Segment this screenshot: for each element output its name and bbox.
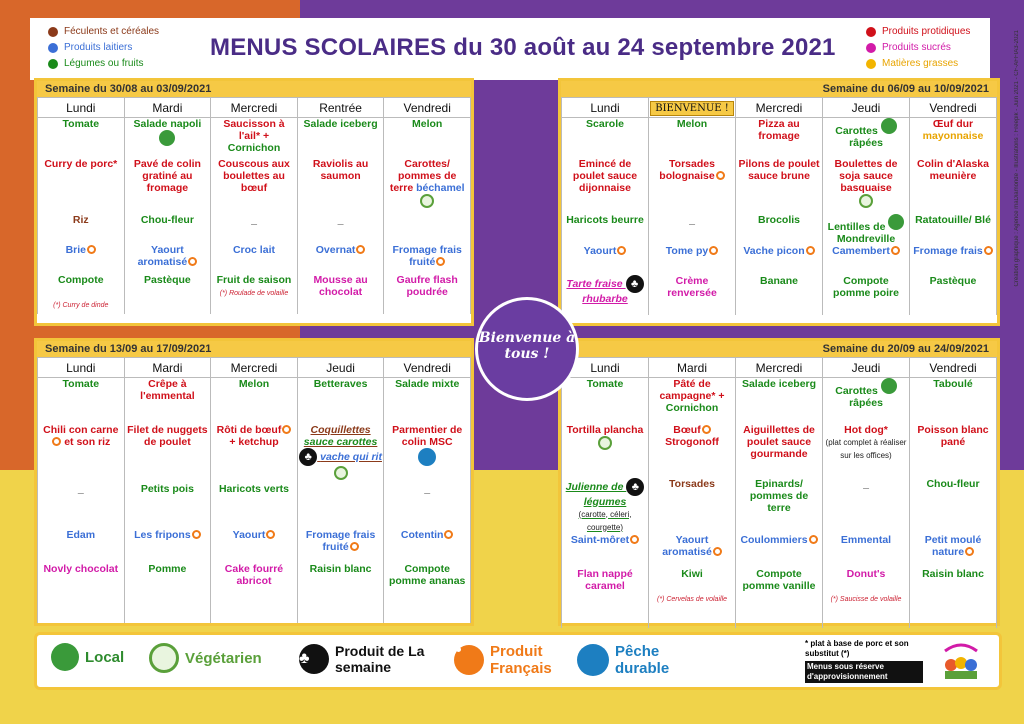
produit-semaine-icon: ♣ [626, 275, 644, 293]
menu-cell: Coquillettes sauce carottes ♣ vache qui rit [297, 424, 384, 483]
menu-cell: Banane [736, 275, 823, 315]
local-icon [159, 130, 175, 146]
menu-cell: Carottes râpées [823, 378, 910, 424]
legend-produit-semaine [299, 643, 425, 675]
menu-cell: Salade iceberg [736, 378, 823, 424]
day-header: Mercredi [211, 358, 298, 378]
week-3-header: Semaine du 13/09 au 17/09/2021 [37, 341, 471, 357]
legend-label: Pêche durable [615, 643, 670, 677]
menu-cell: Chili con carne et son riz [38, 424, 125, 483]
legend-label: Féculents et céréales [64, 26, 160, 37]
produit-semaine-icon: ♣ [299, 448, 317, 466]
menu-cell: Tomate [38, 378, 125, 424]
menu-cell: Salade mixte [384, 378, 471, 424]
produit-francais-icon [444, 530, 453, 539]
dot-feculents-icon [48, 27, 58, 37]
menu-cell: Colin d'Alaska meunière [910, 158, 997, 214]
local-icon [881, 378, 897, 394]
legend-label: Local [85, 648, 125, 666]
legend-peche-durable [577, 643, 685, 677]
menu-cell: _ [297, 214, 384, 244]
menu-cell: Yaourt [211, 529, 298, 563]
vegetarian-icon [598, 436, 612, 450]
menu-cell: Hot dog* (plat complet à réaliser sur les offices) [823, 424, 910, 478]
menu-cell: Betteraves [297, 378, 384, 424]
legend-label: Légumes ou fruits [64, 58, 144, 69]
week-3-card [34, 338, 474, 626]
menu-cell: Pastèque [910, 275, 997, 315]
produit-francais-icon [984, 246, 993, 255]
menu-cell: Scarole [562, 118, 649, 158]
menu-cell: Emincé de poulet sauce dijonnaise [562, 158, 649, 214]
menu-cell: Melon [649, 118, 736, 158]
menu-cell: Fromage frais fruité [384, 244, 471, 274]
menu-cell: _ [211, 214, 298, 244]
menu-cell: Boulettes de soja sauce basquaise [823, 158, 910, 214]
menu-cell: _ [384, 483, 471, 529]
footnote: (*) Roulade de volaille [219, 289, 289, 297]
menu-cell: Compote pomme ananas [384, 563, 471, 623]
footnote: (*) Saucisse de volaille [830, 595, 902, 603]
menu-cell: Kiwi (*) Cervelas de volaille [649, 568, 736, 628]
menu-cell: Bœuf Strogonoff [649, 424, 736, 478]
menu-cell: Cotentin [384, 529, 471, 563]
produit-francais-icon [716, 171, 725, 180]
logo [939, 637, 983, 681]
menu-cell: Tomate [38, 118, 125, 158]
day-header: Lundi [38, 98, 125, 118]
menu-cell: Compote (*) Curry de dinde [38, 274, 125, 314]
legend-produit-francais [453, 643, 570, 677]
produit-francais-icon [52, 437, 61, 446]
menu-cell: Fruit de saison (*) Roulade de volaille [211, 274, 298, 314]
day-header [649, 98, 736, 118]
produit-francais-icon [713, 547, 722, 556]
day-header: Mardi [649, 358, 736, 378]
produit-francais-icon [891, 246, 900, 255]
day-header: Mardi [124, 98, 211, 118]
legend-label: Produit Français [490, 643, 552, 677]
dot-protidiques-icon [866, 27, 876, 37]
week-4-header: Semaine du 20/09 au 24/09/2021 [561, 341, 997, 357]
menu-cell: Yaourt aromatisé [649, 534, 736, 568]
local-icon [51, 643, 79, 671]
menu-cell: Melon [211, 378, 298, 424]
day-header: Rentrée [297, 98, 384, 118]
menu-cell: Pastèque [124, 274, 211, 314]
footer-legend [34, 632, 1002, 690]
day-header: Mercredi [736, 98, 823, 118]
day-header: Jeudi [823, 98, 910, 118]
menu-cell: Raviolis au saumon [297, 158, 384, 214]
menu-cell: Petit moulé nature [910, 534, 997, 568]
menu-cell: Saucisson à l'ail* + Cornichon [211, 118, 298, 158]
day-header: Mercredi [211, 98, 298, 118]
menu-cell: Gaufre flash poudrée [384, 274, 471, 314]
menu-cell: Compote pomme poire [823, 275, 910, 315]
day-header: Lundi [38, 358, 125, 378]
produit-francais-icon [709, 246, 718, 255]
legend-label: Produits laitiers [64, 42, 133, 53]
day-header: Lundi [562, 98, 649, 118]
dot-sucres-icon [866, 43, 876, 53]
menu-cell: _ [649, 214, 736, 245]
menu-cell: Filet de nuggets de poulet [124, 424, 211, 483]
menu-cell: Yaourt aromatisé [124, 244, 211, 274]
menu-cell [297, 483, 384, 529]
legend-label: Produit de La semaine [335, 643, 425, 675]
menu-cell: Œuf dur mayonnaise [910, 118, 997, 158]
menu-cell: Epinards/ pommes de terre [736, 478, 823, 534]
menu-cell: Fromage frais [910, 245, 997, 275]
menu-cell: Carottes/ pommes de terre béchamel [384, 158, 471, 214]
day-header: Lundi [562, 358, 649, 378]
produit-semaine-icon: ♣ [626, 478, 644, 496]
footnote: (*) Cervelas de volaille [656, 595, 728, 603]
menu-cell: Flan nappé caramel [562, 568, 649, 628]
menu-cell: Julienne de ♣ légumes (carotte, céleri, courgette) [562, 478, 649, 534]
legend-label: Végétarien [185, 649, 262, 667]
menu-cell: Poisson blanc pané [910, 424, 997, 478]
menu-cell: Salade iceberg [297, 118, 384, 158]
produit-francais-icon [454, 645, 484, 675]
menu-cell: Pavé de colin gratiné au fromage [124, 158, 211, 214]
title-dates: du 30 août au 24 septembre 2021 [446, 34, 836, 61]
menu-cell [384, 214, 471, 244]
menu-cell: Les fripons [124, 529, 211, 563]
local-icon [881, 118, 897, 134]
legend-left [48, 24, 159, 72]
menu-cell: Fromage frais fruité [297, 529, 384, 563]
menu-cell: Camembert [823, 245, 910, 275]
legend-right [866, 24, 970, 72]
menu-cell: _ [823, 478, 910, 534]
week-1-table [37, 97, 471, 314]
title-main: MENUS SCOLAIRES [210, 34, 447, 61]
menu-cell: Couscous aux boulettes au bœuf [211, 158, 298, 214]
menu-cell: Ratatouille/ Blé [910, 214, 997, 245]
produit-francais-icon [965, 547, 974, 556]
menu-cell: Saint-môret [562, 534, 649, 568]
menu-cell: Raisin blanc [910, 568, 997, 628]
menu-cell: Cake fourré abricot [211, 563, 298, 623]
menu-cell: Emmental [823, 534, 910, 568]
day-header: Vendredi [910, 98, 997, 118]
note-reserve: Menus sous réserve d'approvisionnement [805, 661, 923, 683]
produit-francais-icon [282, 425, 291, 434]
menu-cell: Brie [38, 244, 125, 274]
produit-semaine-icon: ♣ [299, 644, 329, 674]
day-header: Vendredi [384, 358, 471, 378]
menu-cell: Torsades bolognaise [649, 158, 736, 214]
menu-cell: Petits pois [124, 483, 211, 529]
produit-francais-icon [630, 535, 639, 544]
local-icon [888, 214, 904, 230]
day-header: Vendredi [910, 358, 997, 378]
menu-cell: Salade napoli [124, 118, 211, 158]
menu-cell: Crème renversée [649, 275, 736, 315]
day-header: Mardi [124, 358, 211, 378]
menu-cell: Tome py [649, 245, 736, 275]
menu-cell: Melon [384, 118, 471, 158]
legend-local [51, 643, 124, 671]
menu-cell: Tarte fraise ♣ rhubarbe [562, 275, 649, 315]
page-title [210, 34, 836, 62]
menu-cell: Riz [38, 214, 125, 244]
produit-francais-icon [806, 246, 815, 255]
week-1-card [34, 78, 474, 326]
week-2-table [561, 97, 997, 315]
vegetarian-icon [334, 466, 348, 480]
bienvenue-badge [475, 297, 579, 401]
menu-cell: Aiguillettes de poulet sauce gourmande [736, 424, 823, 478]
menu-cell: Donut's (*) Saucisse de volaille [823, 568, 910, 628]
menu-cell: Chou-fleur [910, 478, 997, 534]
bienvenue-banner: BIENVENUE ! [650, 101, 734, 116]
menu-cell: Curry de porc* [38, 158, 125, 214]
produit-francais-icon [192, 530, 201, 539]
week-2-card [558, 78, 1000, 326]
menu-cell: Chou-fleur [124, 214, 211, 244]
legend-label: Matières grasses [882, 58, 959, 69]
menu-cell: Vache picon [736, 245, 823, 275]
menu-cell: Compote pomme vanille [736, 568, 823, 628]
badge-text: Bienvenue à tous ! [478, 330, 576, 362]
produit-francais-icon [809, 535, 818, 544]
dot-legumes-icon [48, 59, 58, 69]
peche-durable-icon [418, 448, 436, 466]
menu-cell: Carottes râpées [823, 118, 910, 158]
peche-durable-icon [577, 644, 609, 676]
menu-cell: Pâté de campagne* + Cornichon [649, 378, 736, 424]
day-header: Jeudi [823, 358, 910, 378]
menu-cell: Pilons de poulet sauce brune [736, 158, 823, 214]
menu-cell: Overnat [297, 244, 384, 274]
menu-cell: Haricots verts [211, 483, 298, 529]
produit-francais-icon [356, 245, 365, 254]
menu-cell: Parmentier de colin MSC [384, 424, 471, 483]
produit-francais-icon [87, 245, 96, 254]
legend-label: Produits protidiques [882, 26, 971, 37]
credits: Création graphique : Agence maDiamonde - Illustrations : Freepik - Juin 2021 - CF-AFFIA3-2021 [1014, 30, 1020, 287]
dot-grasses-icon [866, 59, 876, 69]
menu-cell: Pomme [124, 563, 211, 623]
menu-cell: Croc lait [211, 244, 298, 274]
menu-cell: Yaourt [562, 245, 649, 275]
day-header: Jeudi [297, 358, 384, 378]
menu-cell: Mousse au chocolat [297, 274, 384, 314]
vegetarian-icon [420, 194, 434, 208]
menu-cell: Crêpe à l'emmental [124, 378, 211, 424]
week-2-header: Semaine du 06/09 au 10/09/2021 [561, 81, 997, 97]
produit-francais-icon [188, 257, 197, 266]
menu-cell: Lentilles de Mondreville [823, 214, 910, 245]
week-4-table [561, 357, 997, 628]
week-1-header: Semaine du 30/08 au 03/09/2021 [37, 81, 471, 97]
produit-francais-icon [266, 530, 275, 539]
menu-cell: Tomate [562, 378, 649, 424]
menu-cell: _ [38, 483, 125, 529]
produit-francais-icon [702, 425, 711, 434]
week-4-card [558, 338, 1000, 626]
legend-vegetarien [149, 643, 262, 673]
day-header: Vendredi [384, 98, 471, 118]
dot-laitiers-icon [48, 43, 58, 53]
note-porc: * plat à base de porc et son substitut (*) [805, 639, 909, 658]
menu-cell: Haricots beurre [562, 214, 649, 245]
menu-cell: Edam [38, 529, 125, 563]
menu-cell: Novly chocolat [38, 563, 125, 623]
produit-francais-icon [436, 257, 445, 266]
day-header: Mercredi [736, 358, 823, 378]
produit-francais-icon [617, 246, 626, 255]
menu-cell: Tortilla plancha [562, 424, 649, 478]
legend-notes [805, 639, 923, 683]
menu-cell: Pizza au fromage [736, 118, 823, 158]
menu-cell: Brocolis [736, 214, 823, 245]
menu-cell: Coulommiers [736, 534, 823, 568]
footnote: (*) Curry de dinde [53, 301, 109, 309]
vegetarian-icon [859, 194, 873, 208]
menu-cell: Torsades [649, 478, 736, 534]
menu-cell: Taboulé [910, 378, 997, 424]
produit-francais-icon [350, 542, 359, 551]
menu-cell: Rôti de bœuf + ketchup [211, 424, 298, 483]
week-3-table [37, 357, 471, 623]
vegetarian-icon [149, 643, 179, 673]
menu-cell: Raisin blanc [297, 563, 384, 623]
legend-label: Produits sucrés [882, 42, 951, 53]
